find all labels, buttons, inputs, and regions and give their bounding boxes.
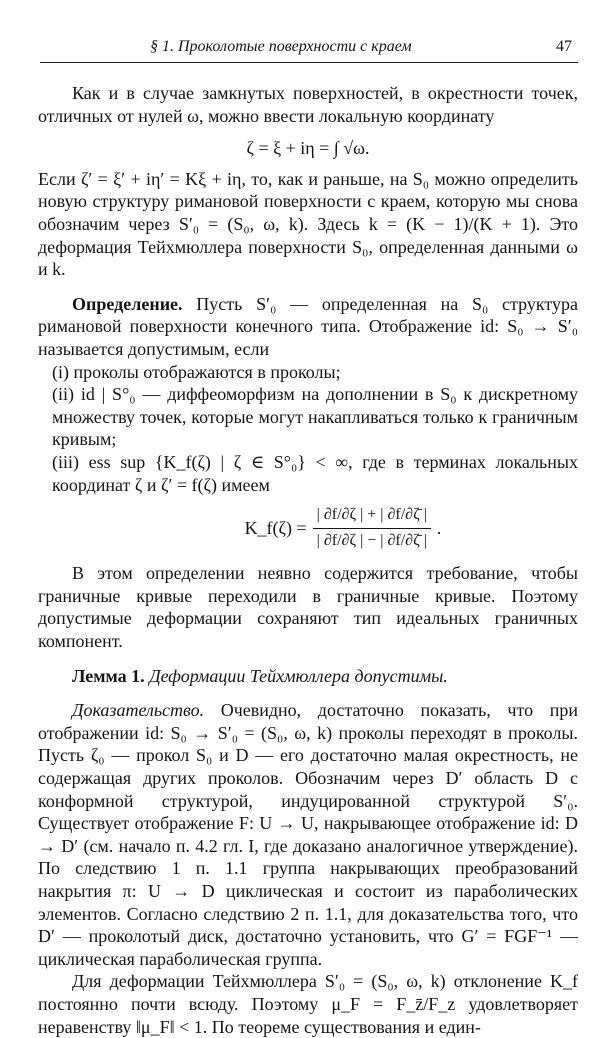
paragraph-teichmuller-deformation: Если ζ′ = ξ′ + iη′ = Kξ + iη, то, как и раньше, на S₀ можно определить новую структуру римановой поверхности с краем, которую мы снова обозначим через S′₀ = (S₀, ω, k). Здесь k = (K − 1)/(K + 1). Это деформация Тейхмюллера поверхности S₀, определенная данными ω и k. bbox=[38, 168, 578, 280]
paragraph-boundary-curves: В этом определении неявно содержится требование, чтобы граничные кривые переходили в граничные кривые. Поэтому допустимые деформации сохраняют тип идеальных граничных компонент. bbox=[38, 563, 578, 652]
kf-fraction bbox=[313, 504, 431, 552]
section-title: § 1. Проколотые поверхности с краем bbox=[150, 38, 412, 55]
proof-paragraph bbox=[38, 699, 578, 970]
kf-period: . bbox=[436, 517, 442, 538]
definition-paragraph bbox=[38, 293, 578, 361]
page-number: 47 bbox=[556, 38, 572, 55]
paragraph-local-coordinate: Как и в случае замкнутых поверхностей, в окрестности точек, отличных от нулей ω, можно ввести локальную координату bbox=[38, 83, 578, 126]
kf-lhs: K_f(ζ) = bbox=[244, 517, 307, 538]
lemma-text: Деформации Тейхмюллера допустимы. bbox=[144, 665, 448, 686]
formula-kf bbox=[108, 504, 578, 552]
paragraph-deviation: Для деформации Тейхмюллера S′₀ = (S₀, ω, k) отклонение K_f постоянно почти всюду. Поэтому μ_F = F_z̄/F_z удовлетворяет неравенству ‖μ_F‖ < 1. По теореме существования и един- bbox=[38, 971, 578, 1037]
running-header bbox=[40, 36, 578, 63]
definition-item-2: (ii) id | S°₀ — диффеоморфизм на дополнении в S₀ к дискретному множеству точек, которые могут накапливаться только к граничным кривым; bbox=[52, 384, 578, 450]
kf-denominator: | ∂f/∂ζ | − | ∂f/∂ζ̄ | bbox=[316, 531, 427, 549]
kf-numerator: | ∂f/∂ζ | + | ∂f/∂ζ̄ | bbox=[313, 504, 431, 529]
definition-item-3: (iii) ess sup {K_f(ζ) | ζ ∈ S°₀} < ∞, где в терминах локальных координат ζ и ζ′ = f(ζ) имеем bbox=[52, 451, 578, 495]
formula-zeta: ζ = ξ + iη = ∫ √ω. bbox=[246, 138, 370, 159]
proof-label: Доказательство. bbox=[72, 700, 205, 721]
definition-item-1: (i) проколы отображаются в проколы; bbox=[52, 361, 341, 382]
definition-label: Определение. bbox=[72, 293, 183, 314]
page-body bbox=[38, 82, 578, 1038]
proof-text: Очевидно, достаточно показать, что при отображении id: S₀ → S′₀ = (S₀, ω, k) проколы переходят в проколы. Пусть ζ₀ — прокол S₀ и D — его достаточно малая окрестность, не содержащая других проколов. Обозначим через D′ область D с конформной структурой, индуцированной структурой S′₀. Существует отображение F: U → U, накрывающее отображение id: D → D′ (см. начало п. 4.2 гл. I, где доказано аналогичное утверждение). По следствию 1 п. 1.1 группа накрывающих преобразований накрытия π: U → D циклическая и состоит из параболических элементов. Согласно следствию 2 п. 1.1, для доказательства того, что D′ — проколотый диск, достаточно установить, что G′ = FGF⁻¹ — циклическая параболическая группа. bbox=[38, 700, 578, 969]
lemma-label: Лемма 1. bbox=[72, 665, 145, 686]
definition-text: Пусть S′₀ — определенная на S₀ структура римановой поверхности конечного типа. Отображение id: S₀ → S′₀ называется допустимым, если bbox=[38, 293, 578, 359]
lemma-paragraph bbox=[38, 665, 578, 688]
